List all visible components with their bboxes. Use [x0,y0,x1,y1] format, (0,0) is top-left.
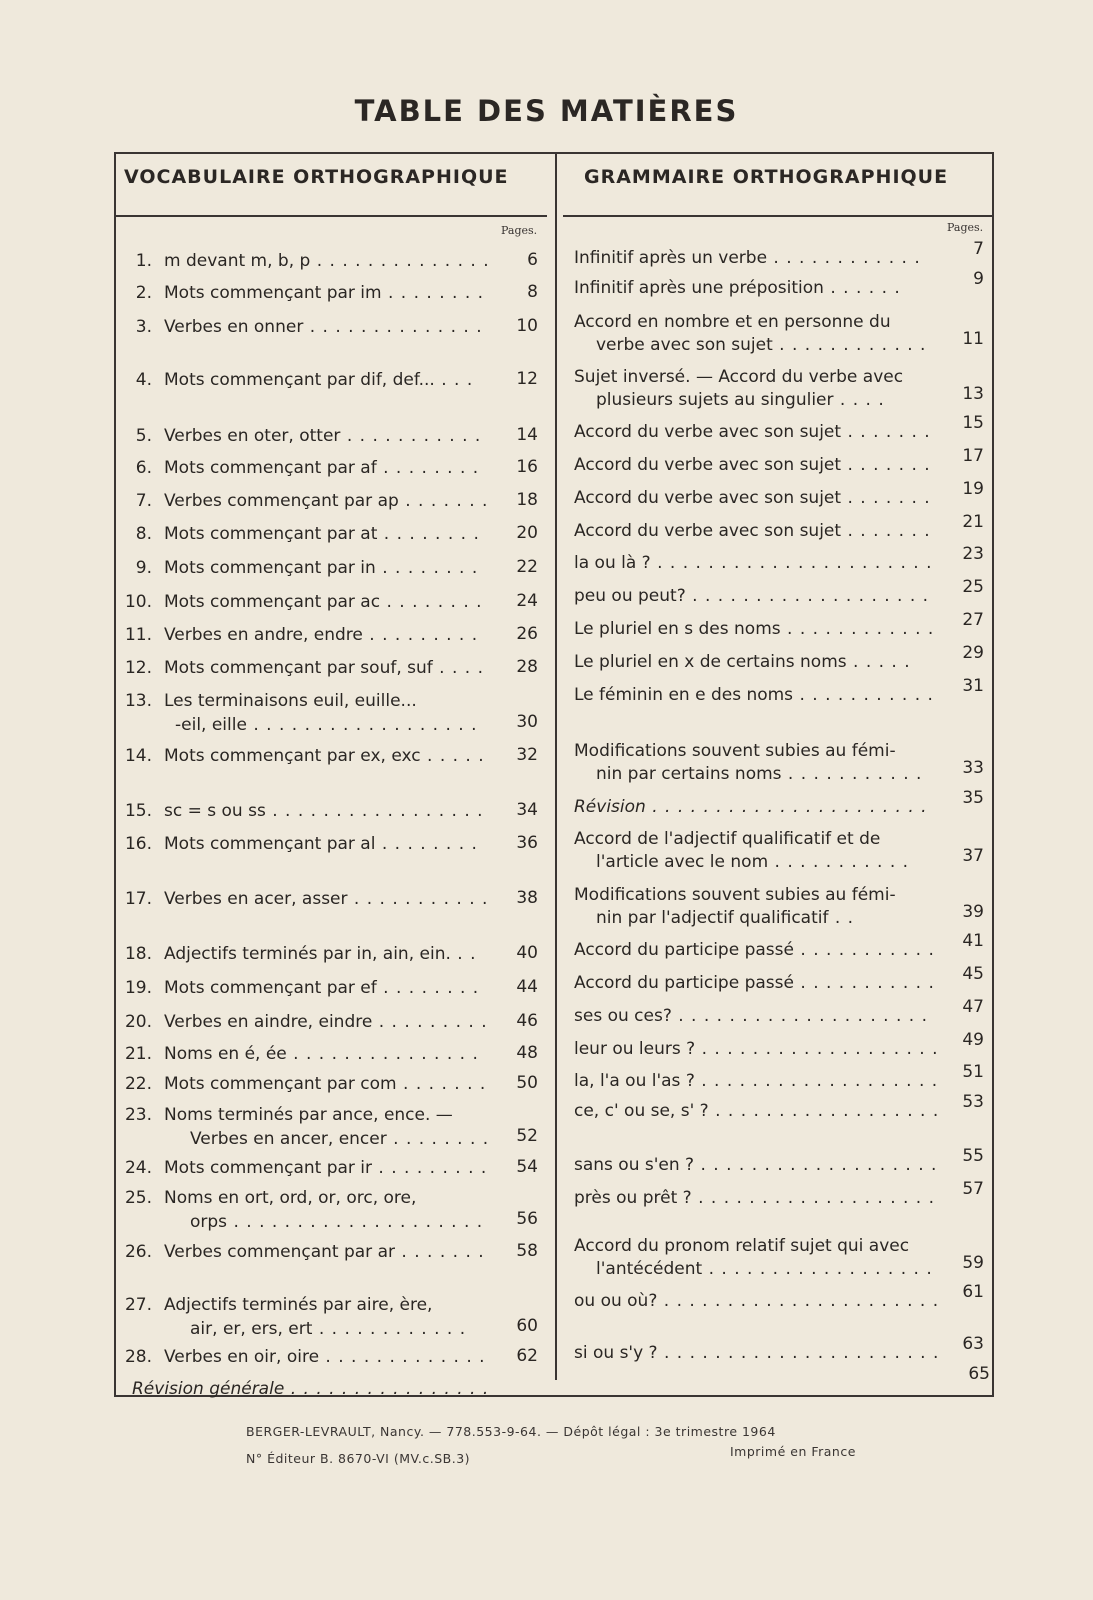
entry-title-text: Mots commençant par ir [164,1158,373,1178]
entry-page: 24 [516,591,538,611]
entry-number: 19. [124,978,152,998]
entry-title-continued: nin par certains noms . . . . . . . . . . . [596,764,923,784]
entry-title-continued: -eil, eille . . . . . . . . . . . . . . . . . . [175,715,478,735]
entry-number: 5. [135,426,152,446]
revision-generale-page: 65 [968,1364,990,1384]
entry-page: 19 [962,479,984,499]
entry-page: 10 [516,316,538,336]
entry-title: ce, c' ou se, s' ? . . . . . . . . . . . . . . . . . . [574,1101,940,1121]
entry-title-text: Révision [574,797,646,817]
entry-title-text: Noms terminés par ance, ence. — [164,1105,453,1125]
entry-title: Mots commençant par com . . . . . . . [164,1074,487,1094]
entry-number: 21. [124,1044,152,1064]
entry-number: 9. [135,558,152,578]
entry-title-continued: verbe avec son sujet . . . . . . . . . . . . [596,335,927,355]
entry-title-text: Accord du verbe avec son sujet [574,422,842,442]
entry-page: 47 [962,997,984,1017]
entry-title-text: Mots commençant par in [164,558,376,578]
entry-number: 15. [124,801,152,821]
entry-number: 18. [124,944,152,964]
entry-page: 32 [516,745,538,765]
entry-title-text: Accord du pronom relatif sujet qui avec [574,1236,910,1256]
entry-title: Infinitif après un verbe . . . . . . . . . . . . [574,248,921,268]
entry-title [574,1235,909,1258]
entry-title-continued-text: Verbes en ancer, encer [190,1129,387,1149]
entry-number: 20. [124,1012,152,1032]
entry-title: Mots commençant par at . . . . . . . . [164,524,480,544]
entry-title-continued-text: nin par l'adjectif qualificatif [596,908,829,928]
entry-page: 14 [516,425,538,445]
entry-page: 30 [516,712,538,732]
entry-page: 36 [516,833,538,853]
entry-number: 8. [135,524,152,544]
entry-page: 34 [516,800,538,820]
entry-page: 28 [516,657,538,677]
right-column-heading: GRAMMAIRE ORTHOGRAPHIQUE [584,166,949,188]
entry-page: 18 [516,490,538,510]
entry-page: 51 [962,1062,984,1082]
entry-page: 25 [962,577,984,597]
entry-page: 39 [962,902,984,922]
entry-title-continued-text: l'antécédent [596,1259,703,1279]
entry-number: 6. [135,458,152,478]
entry-title-continued-text: verbe avec son sujet [596,335,773,355]
entry-number: 12. [124,658,152,678]
entry-title-text: m devant m, b, p [164,251,311,271]
entry-title: Verbes en oter, otter . . . . . . . . . . . [164,426,482,446]
entry-title-text: Accord du verbe avec son sujet [574,521,842,541]
entry-title-text: Le pluriel en x de certains noms [574,652,847,672]
entry-title [574,366,903,389]
entry-title-text: Mots commençant par com [164,1074,397,1094]
entry-title: près ou prêt ? . . . . . . . . . . . . . . . . . . . [574,1188,936,1208]
entry-page: 57 [962,1179,984,1199]
entry-title-text: Infinitif après une préposition [574,278,824,298]
entry-title: Verbes commençant par ar . . . . . . . [164,1242,485,1262]
entry-title-text: Mots commençant par im [164,283,382,303]
entry-title: Accord du participe passé . . . . . . . . . . . [574,973,935,993]
entry-title [574,828,880,851]
entry-title-continued: l'article avec le nom . . . . . . . . . . . [596,852,910,872]
entry-title-text: Mots commençant par al [164,834,376,854]
entry-title: Mots commençant par al . . . . . . . . [164,834,478,854]
entry-page: 50 [516,1073,538,1093]
entry-number: 16. [124,834,152,854]
entry-title-continued-text: l'article avec le nom [596,852,769,872]
entry-page: 54 [516,1157,538,1177]
entry-number: 24. [124,1158,152,1178]
entry-page: 48 [516,1043,538,1063]
entry-title-text: la, l'a ou l'as ? [574,1071,695,1091]
entry-title: Infinitif après une préposition . . . . . . [574,278,901,298]
entry-title: Verbes en aindre, eindre . . . . . . . . . [164,1012,488,1032]
entry-title-text: Mots commençant par ex, exc [164,746,421,766]
entry-title-text: Mots commençant par ef [164,978,377,998]
entry-title: Le pluriel en s des noms . . . . . . . . . . . . [574,619,935,639]
footer-line-1: BERGER-LEVRAULT, Nancy. — 778.553-9-64. — Dépôt légal : 3e trimestre 1964 [246,1424,776,1439]
entry-title-text: Verbes en oir, oire [164,1347,320,1367]
entry-title-text: la ou là ? [574,553,651,573]
entry-number: 28. [124,1347,152,1367]
entry-title: Mots commençant par in . . . . . . . . [164,558,479,578]
entry-title: Accord du verbe avec son sujet . . . . . . . [574,488,931,508]
entry-page: 33 [962,758,984,778]
entry-title-text: Accord en nombre et en personne du [574,312,891,332]
entry-title-text: Les terminaisons euil, euille... [164,691,417,711]
entry-page: 31 [962,676,984,696]
entry-page: 44 [516,977,538,997]
entry-title [164,1187,416,1210]
entry-title-text: Mots commençant par af [164,458,377,478]
entry-page: 60 [516,1316,538,1336]
entry-page: 17 [962,446,984,466]
entry-title [164,690,417,713]
entry-title: Verbes commençant par ap . . . . . . . [164,491,489,511]
entry-title-continued-text: plusieurs sujets au singulier [596,390,834,410]
entry-page: 11 [962,329,984,349]
entry-title-text: près ou prêt ? [574,1188,692,1208]
entry-title: Mots commençant par ac . . . . . . . . [164,592,483,612]
entry-number: 3. [135,317,152,337]
entry-title: Accord du participe passé . . . . . . . . . . . [574,940,935,960]
entry-title: Accord du verbe avec son sujet . . . . . . . [574,422,931,442]
entry-title-continued-text: -eil, eille [175,715,247,735]
entry-title-text: Verbes en aindre, eindre [164,1012,373,1032]
entry-number: 23. [124,1105,152,1125]
entry-title: Verbes en acer, asser . . . . . . . . . . . [164,889,489,909]
entry-number: 27. [124,1295,152,1315]
entry-title-text: Modifications souvent subies au fémi- [574,885,896,905]
entry-title [164,1294,432,1317]
right-pages-label: Pages. [947,221,984,234]
entry-title-text: Accord du participe passé [574,940,794,960]
entry-title-text: ou ou où? [574,1291,658,1311]
entry-title-text: ce, c' ou se, s' ? [574,1101,709,1121]
footer-line-2: N° Éditeur B. 8670-VI (MV.c.SB.3) [246,1451,471,1466]
entry-title-text: Mots commençant par dif, def... [164,370,435,390]
entry-title: Mots commençant par souf, suf . . . . [164,658,484,678]
entry-number: 14. [124,746,152,766]
left-heading-rule [116,215,547,217]
entry-title [164,1104,453,1127]
entry-page: 16 [516,457,538,477]
entry-page: 46 [516,1011,538,1031]
entry-title-text: Sujet inversé. — Accord du verbe avec [574,367,904,387]
entry-title-text: Mots commençant par at [164,524,378,544]
entry-page: 29 [962,643,984,663]
entry-page: 9 [973,269,984,289]
entry-page: 55 [962,1146,984,1166]
entry-title: Mots commençant par ef . . . . . . . . [164,978,480,998]
entry-title-text: Verbes en onner [164,317,304,337]
entry-page: 52 [516,1126,538,1146]
entry-page: 45 [962,964,984,984]
revision-generale-label: Révision générale [132,1379,285,1399]
entry-title: ses ou ces? . . . . . . . . . . . . . . . . . . . . [574,1006,928,1026]
entry-page: 56 [516,1209,538,1229]
entry-number: 4. [135,370,152,390]
entry-page: 22 [516,557,538,577]
entry-title-continued: plusieurs sujets au singulier . . . . [596,390,885,410]
entry-title-text: Modifications souvent subies au fémi- [574,741,896,761]
entry-title: Adjectifs terminés par in, ain, ein. . . [164,944,477,964]
entry-page: 7 [973,239,984,259]
entry-number: 11. [124,625,152,645]
entry-page: 26 [516,624,538,644]
entry-page: 23 [962,544,984,564]
entry-title: peu ou peut? . . . . . . . . . . . . . . . . . . . [574,586,930,606]
entry-page: 59 [962,1253,984,1273]
entry-title: Accord du verbe avec son sujet . . . . . . . [574,521,931,541]
entry-title: Accord du verbe avec son sujet . . . . . . . [574,455,931,475]
revision-generale: Révision générale . . . . . . . . . . . . . . . . [132,1379,490,1399]
entry-title-text: Adjectifs terminés par in, ain, ein. [164,944,451,964]
entry-page: 58 [516,1241,538,1261]
entry-title: Verbes en onner . . . . . . . . . . . . . . [164,317,483,337]
entry-title: Mots commençant par dif, def... . . . [164,370,474,390]
entry-title: sc = s ou ss . . . . . . . . . . . . . . . . . [164,801,484,821]
entry-title: Révision . . . . . . . . . . . . . . . . . . . . . . [574,797,928,817]
entry-title-text: Mots commençant par souf, suf [164,658,433,678]
entry-title-continued: air, er, ers, ert . . . . . . . . . . . . [190,1319,467,1339]
entry-title: Mots commençant par ir . . . . . . . . . [164,1158,488,1178]
entry-title: sans ou s'en ? . . . . . . . . . . . . . . . . . . . [574,1155,938,1175]
entry-title-text: Accord de l'adjectif qualificatif et de [574,829,881,849]
entry-number: 2. [135,283,152,303]
left-pages-label: Pages. [501,224,538,237]
entry-title: Le féminin en e des noms . . . . . . . . . . . [574,685,934,705]
entry-title: ou ou où? . . . . . . . . . . . . . . . . . . . . . . [574,1291,940,1311]
entry-title: Verbes en oir, oire . . . . . . . . . . . . . [164,1347,486,1367]
entry-title-text: Noms en é, ée [164,1044,287,1064]
entry-page: 21 [962,512,984,532]
entry-page: 37 [962,846,984,866]
entry-title-text: Le pluriel en s des noms [574,619,781,639]
entry-title-text: Verbes en andre, endre [164,625,363,645]
entry-number: 1. [135,251,152,271]
entry-title-continued: nin par l'adjectif qualificatif . . [596,908,855,928]
entry-number: 22. [124,1074,152,1094]
entry-title-text: Verbes commençant par ar [164,1242,395,1262]
entry-page: 6 [527,250,538,270]
entry-page: 38 [516,888,538,908]
entry-title: la, l'a ou l'as ? . . . . . . . . . . . . . . . . . . . [574,1071,939,1091]
entry-title: Verbes en andre, endre . . . . . . . . . [164,625,479,645]
entry-title-continued: orps . . . . . . . . . . . . . . . . . . . . [190,1212,484,1232]
entry-title [574,311,891,334]
entry-title: si ou s'y ? . . . . . . . . . . . . . . . . . . . . . . [574,1343,940,1363]
entry-number: 7. [135,491,152,511]
entry-title-text: Verbes commençant par ap [164,491,399,511]
entry-title: m devant m, b, p . . . . . . . . . . . . . . [164,251,490,271]
entry-title-text: Accord du verbe avec son sujet [574,488,842,508]
entry-number: 26. [124,1242,152,1262]
entry-page: 53 [962,1092,984,1112]
entry-page: 63 [962,1334,984,1354]
entry-page: 41 [962,931,984,951]
entry-page: 35 [962,788,984,808]
entry-title-text: leur ou leurs ? [574,1039,696,1059]
right-heading-rule [563,215,992,217]
entry-title-text: Noms en ort, ord, or, orc, ore, [164,1188,417,1208]
entry-page: 13 [962,384,984,404]
entry-title-text: Mots commençant par ac [164,592,381,612]
entry-title: la ou là ? . . . . . . . . . . . . . . . . . . . . . . [574,553,933,573]
column-divider [555,152,557,1380]
entry-title: Noms en é, ée . . . . . . . . . . . . . . . [164,1044,479,1064]
entry-page: 61 [962,1282,984,1302]
entry-title-continued-text: orps [190,1212,228,1232]
entry-title: Mots commençant par ex, exc . . . . . [164,746,485,766]
entry-title: leur ou leurs ? . . . . . . . . . . . . . . . . . . . [574,1039,939,1059]
entry-title-text: Adjectifs terminés par aire, ère, [164,1295,433,1315]
entry-number: 17. [124,889,152,909]
entry-title-text: sans ou s'en ? [574,1155,695,1175]
entry-page: 8 [527,282,538,302]
page-title: TABLE DES MATIÈRES [354,94,739,128]
entry-title-text: ses ou ces? [574,1006,672,1026]
entry-page: 27 [962,610,984,630]
left-column-heading: VOCABULAIRE ORTHOGRAPHIQUE [124,166,509,188]
entry-title-continued-text: air, er, ers, ert [190,1319,313,1339]
entry-title-text: peu ou peut? [574,586,686,606]
entry-title: Le pluriel en x de certains noms . . . . . [574,652,911,672]
entry-title-text: Verbes en acer, asser [164,889,348,909]
entry-page: 20 [516,523,538,543]
entry-title-text: Infinitif après un verbe [574,248,768,268]
entry-title: Mots commençant par af . . . . . . . . [164,458,480,478]
entry-page: 40 [516,943,538,963]
entry-page: 49 [962,1030,984,1050]
entry-title-continued: l'antécédent . . . . . . . . . . . . . . . . . . [596,1259,933,1279]
entry-title-text: sc = s ou ss [164,801,266,821]
entry-title-text: Accord du verbe avec son sujet [574,455,842,475]
entry-title: Mots commençant par im . . . . . . . . [164,283,485,303]
entry-title [574,884,896,907]
entry-number: 25. [124,1188,152,1208]
entry-page: 15 [962,413,984,433]
entry-title-continued: Verbes en ancer, encer . . . . . . . . [190,1129,490,1149]
entry-title-text: si ou s'y ? [574,1343,658,1363]
entry-title [574,740,896,763]
entry-title-text: Verbes en oter, otter [164,426,341,446]
entry-title-continued-text: nin par certains noms [596,764,782,784]
entry-page: 12 [516,369,538,389]
footer-printed-in: Imprimé en France [730,1444,856,1459]
entry-number: 10. [124,592,152,612]
entry-page: 62 [516,1346,538,1366]
entry-title-text: Accord du participe passé [574,973,794,993]
entry-title-text: Le féminin en e des noms [574,685,794,705]
entry-number: 13. [124,691,152,711]
